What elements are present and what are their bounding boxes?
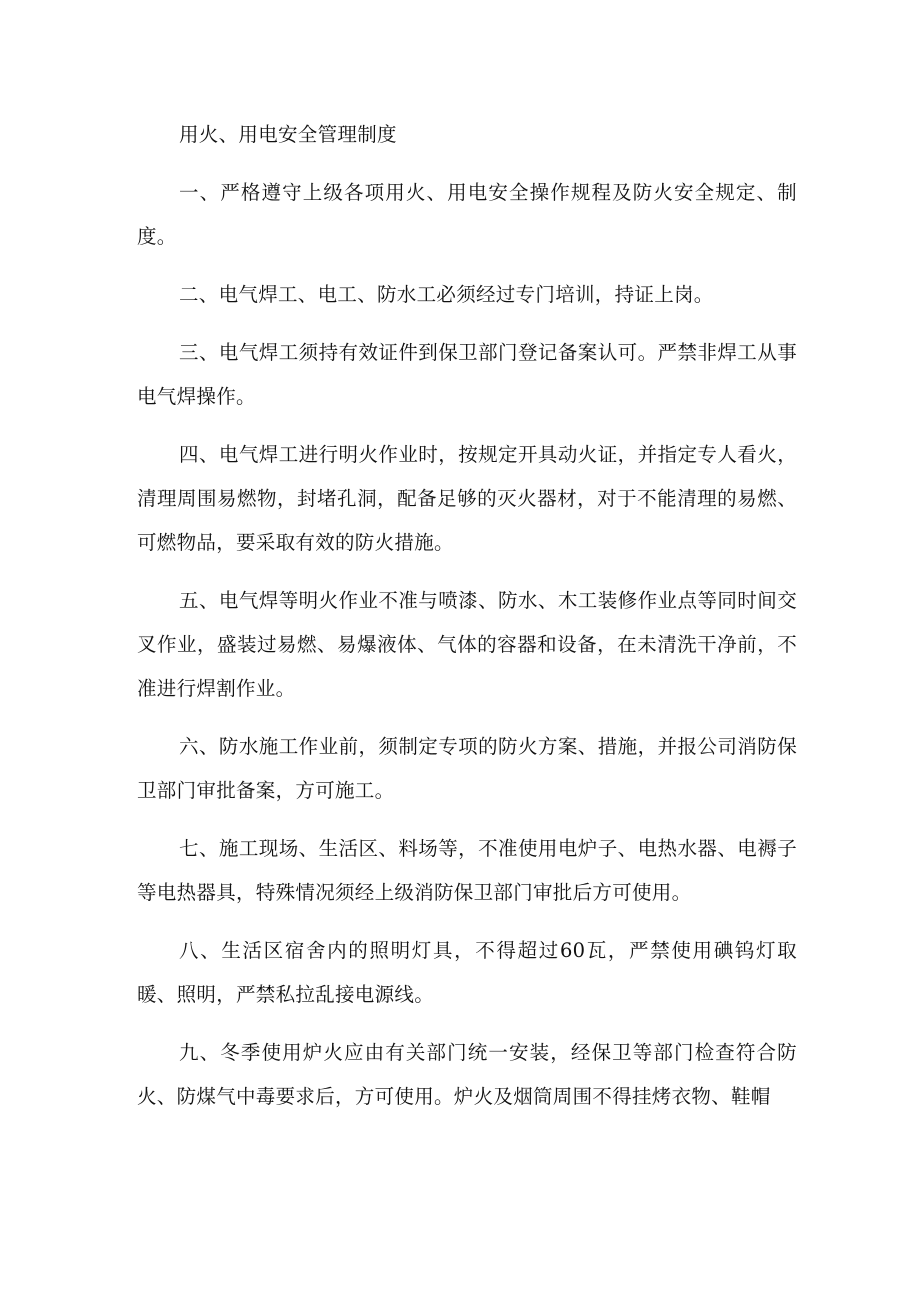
paragraph-6: 六、防水施工作业前，须制定专项的防火方案、措施，并报公司消防保卫部门审批备案，方可施工。 bbox=[137, 735, 797, 802]
paragraph-9: 九、冬季使用炉火应由有关部门统一安装，经保卫等部门检查符合防火、防煤气中毒要求后，方可使用。炉火及烟筒周围不得挂烤衣物、鞋帽 bbox=[137, 1041, 797, 1108]
paragraph-7: 七、施工现场、生活区、料场等，不准使用电炉子、电热水器、电褥子等电热器具，特殊情况须经上级消防保卫部门审批后方可使用。 bbox=[137, 837, 797, 904]
paragraph-4: 四、电气焊工进行明火作业时，按规定开具动火证，并指定专人看火，清理周围易燃物，封堵孔洞，配备足够的灭火器材，对于不能清理的易燃、可燃物品，要采取有效的防火措施。 bbox=[137, 443, 797, 554]
paragraph-2: 二、电气焊工、电工、防水工必须经过专门培训，持证上岗。 bbox=[179, 283, 714, 306]
document-title: 用火、用电安全管理制度 bbox=[179, 123, 397, 146]
paragraph-3: 三、电气焊工须持有效证件到保卫部门登记备案认可。严禁非焊工从事电气焊操作。 bbox=[137, 341, 797, 408]
paragraph-5: 五、电气焊等明火作业不准与喷漆、防水、木工装修作业点等同时间交叉作业，盛装过易燃、易爆液体、气体的容器和设备，在未清洗干净前，不准进行焊割作业。 bbox=[137, 589, 797, 700]
paragraph-8: 八、生活区宿舍内的照明灯具，不得超过60瓦，严禁使用碘钨灯取暖、照明，严禁私拉乱接电源线。 bbox=[137, 939, 797, 1006]
paragraph-1: 一、严格遵守上级各项用火、用电安全操作规程及防火安全规定、制度。 bbox=[137, 181, 797, 248]
document-body bbox=[137, 113, 797, 1119]
